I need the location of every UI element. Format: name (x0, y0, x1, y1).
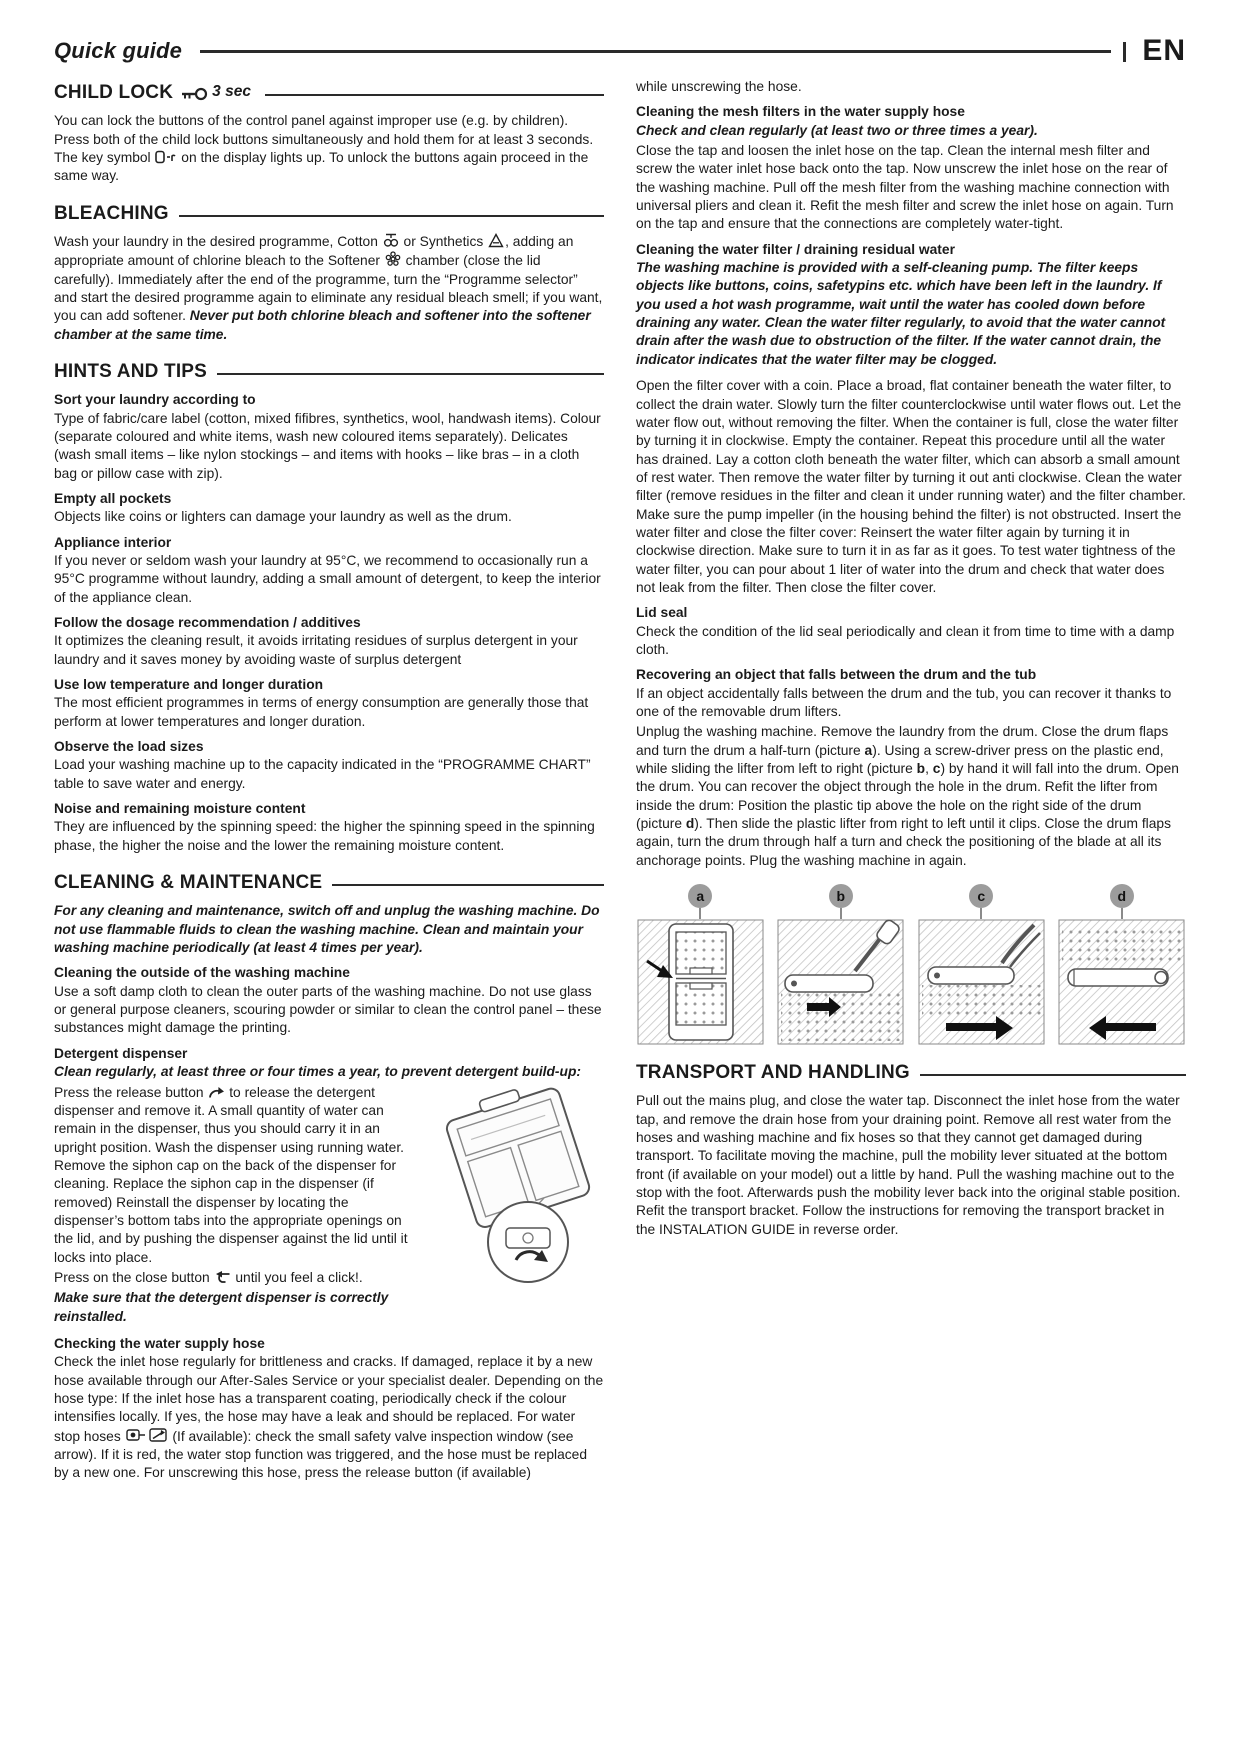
child-lock-paragraph (54, 112, 604, 185)
hint-item-sort (54, 391, 604, 483)
figure-letter: c (977, 887, 986, 904)
water-stop-hose-icon-2 (148, 1427, 168, 1443)
text-run: (If available): check the small safety valve inspection window (see arrow). If it is red, the water stop function was triggered, and the hose must be replaced by a new one. For unscrewing this hose, press the release button (if available) (54, 1428, 587, 1481)
picture-ref-a: a (864, 742, 873, 758)
bleaching-paragraph (54, 233, 604, 344)
text-run: Press the release button (54, 1084, 208, 1100)
figure-label-c (969, 884, 993, 908)
language-badge: EN (1142, 34, 1186, 67)
section-header-hints (54, 359, 604, 384)
figure-a-illustration (637, 919, 764, 1045)
header-rule (200, 50, 1111, 53)
section-title-bleaching: BLEACHING (54, 202, 169, 224)
hint-item-load-sizes (54, 738, 604, 793)
section-rule (217, 373, 604, 375)
detergent-dispenser-heading: Detergent dispenser (54, 1045, 188, 1061)
synthetics-programme-icon (488, 233, 504, 248)
page-header (54, 34, 1186, 68)
figure-b (777, 884, 906, 1045)
figure-label-a (688, 884, 712, 908)
key-display-icon (155, 150, 176, 164)
text-run: , adding an appropriate amount of chlorine bleach to the Softener (54, 233, 574, 269)
figure-d (1058, 884, 1187, 1045)
text-run: ). Using a screw-driver press on the plastic end, while sliding the lifter from left to right (picture (636, 742, 1164, 777)
hint-heading: Observe the load sizes (54, 739, 204, 755)
hint-heading: Appliance interior (54, 534, 172, 550)
text-run: ). Then slide the plastic lifter from right to left until it clips. Close the drum flaps again, turn the drum through half a turn and check the positioning of the blade at all its anchorage points. Plug the washing machine in again. (636, 816, 1171, 868)
detergent-dispenser-illustration (432, 1086, 604, 1286)
text-run: Unplug the washing machine. Remove the laundry from the drum. Close the drum flaps and turn the drum a half-turn (picture (636, 724, 1169, 758)
lid-seal-body: Check the condition of the lid seal periodically and clean it from time to time with a damp cloth. (636, 623, 1175, 657)
transport-body: Pull out the mains plug, and close the water tap. Disconnect the inlet hose from the water tap, and remove the drain hose from your draining point. Remove all rest water from the hoses and washing machine and fix hoses so that they cannot get damaged during transport. To facilitate moving the machine, pull the mobility lever situated at the bottom front (if available on your model) out a little by hand. Pull the washing machine out to the stop with the foot. Afterwards push the mobility lever back into the original stable position. Refit the transport bracket. Follow the instructions for removing the transport bracket in the INSTALATION GUIDE in reverse order. (636, 1093, 1181, 1237)
section-title-cleaning: CLEANING & MAINTENANCE (54, 872, 323, 894)
text-run: chamber (close the lid carefully). Immediately after the end of the programme, turn the “Programme selector” and start the desired programme again to eliminate any residual bleach smell; if you want, you can add softener. (54, 253, 603, 324)
section-title-child-lock: CHILD LOCK (54, 82, 174, 103)
text-run: , (925, 761, 933, 777)
figure-c (917, 884, 1046, 1045)
water-filter-heading: Cleaning the water filter / draining residual water (636, 241, 955, 257)
hint-body: It optimizes the cleaning result, it avoids irritating residues of surplus detergent in your laundry and it saves money by avoiding waste of surplus detergent (54, 633, 578, 667)
cotton-programme-icon (383, 233, 399, 248)
figure-b-illustration (777, 919, 904, 1045)
hint-heading: Use low temperature and longer duration (54, 677, 324, 693)
hint-body: They are influenced by the spinning speed: the higher the spinning speed in the spinning phase, the higher the noise and the lower the remaining moisture content. (54, 819, 595, 853)
left-column (54, 78, 604, 1485)
hint-body: Objects like coins or lighters can damage your laundry as well as the drum. (54, 509, 512, 525)
hint-body: If you never or seldom wash your laundry at 95°C, we recommend to occasionally run a 95°C programme without laundry, adding a small amount of detergent, to keep the interior of the appliance clean. (54, 552, 601, 605)
hose-continuation: while unscrewing the hose. (636, 79, 802, 94)
page-title: Quick guide (54, 38, 183, 63)
text-run: or Synthetics (399, 233, 488, 249)
section-header-cleaning (54, 870, 604, 895)
figure-label-d (1110, 884, 1134, 908)
mesh-filters-body: Close the tap and loosen the inlet hose on the tap. Clean the internal mesh filter and screw the water inlet hose back onto the tap. Now unscrew the inlet hose on the rear of the washing machine. Pull off the mesh filter from the washing machine connection with universal pliers and clean it. Refit the mesh filter and screw the inlet hose on again. Turn on the tap and ensure that the connections are completely water-tight. (636, 143, 1174, 232)
right-column (636, 78, 1186, 1485)
mesh-filters-intro: Check and clean regularly (at least two or three times a year). (636, 122, 1038, 138)
figure-connector (980, 908, 982, 919)
hint-heading: Follow the dosage recommendation / additives (54, 615, 361, 631)
section-rule (179, 215, 604, 217)
key-icon (181, 87, 208, 101)
hint-item-noise (54, 800, 604, 855)
text-run: Press on the close button (54, 1269, 214, 1285)
hint-body: The most efficient programmes in terms of energy consumption are generally those that perform at lower temperatures and longer duration. (54, 695, 589, 729)
text-run: until you feel a click!. (231, 1269, 363, 1285)
detergent-dispenser-note: Make sure that the detergent dispenser is correctly reinstalled. (54, 1290, 389, 1324)
text-run: Check the inlet hose regularly for brittleness and cracks. If damaged, replace it by a new hose available through our After-Sales Service or your specialist dealer. Depending on the hose type: If the inlet hose has a transparent coating, periodically check if the colour intensifies locally. If yes, the hose may have a leak and should be replaced. For water stop hoses (54, 1354, 604, 1444)
section-header-bleaching (54, 201, 604, 226)
mesh-filters-heading: Cleaning the mesh filters in the water supply hose (636, 104, 965, 120)
text-run: ) by hand it will fall into the drum. Open the drum. You can recover the object through the hole in the drum. Refit the lifter from inside the drum: Position the plastic tip above the hole on the right side of the drum (picture (636, 761, 1179, 832)
recovering-object-p2 (636, 723, 1186, 870)
figure-connector (840, 908, 842, 919)
section-rule (265, 94, 604, 96)
release-button-icon (208, 1086, 224, 1099)
figure-c-illustration (918, 919, 1045, 1045)
two-column-layout (54, 78, 1186, 1485)
water-supply-hose-heading: Checking the water supply hose (54, 1335, 265, 1351)
hint-heading: Noise and remaining moisture content (54, 801, 306, 817)
detergent-dispenser-intro: Clean regularly, at least three or four times a year, to prevent detergent build-up: (54, 1064, 581, 1080)
lid-seal-heading: Lid seal (636, 605, 688, 621)
water-supply-hose-body (54, 1353, 604, 1482)
figure-a (636, 884, 765, 1045)
close-button-icon (215, 1271, 231, 1284)
picture-ref-b: b (916, 761, 926, 777)
drum-lifter-figures (636, 884, 1186, 1045)
text-run: Wash your laundry in the desired programme, Cotton (54, 233, 382, 249)
section-title-hints: HINTS AND TIPS (54, 360, 208, 382)
section-title-transport: TRANSPORT AND HANDLING (636, 1062, 910, 1084)
hint-item-pockets (54, 490, 604, 527)
figure-connector (1121, 908, 1123, 919)
cleaning-outside-heading: Cleaning the outside of the washing machine (54, 965, 350, 981)
water-filter-intro: The washing machine is provided with a self-cleaning pump. The filter keeps objects like buttons, coins, safetypins etc. which have been left in the laundry. If you used a hot wash programme, wait until the water has cooled down before draining any water. Clean the water filter regularly, to avoid that the water cannot drain after the wash due to obstruction of the filter. If the water cannot drain, the indicator indicates that the water filter may be clogged. (636, 260, 1166, 367)
recovering-object-heading: Recovering an object that falls between the drum and the tub (636, 667, 1037, 683)
water-stop-hose-icon-1 (126, 1427, 146, 1443)
figure-letter: a (696, 887, 705, 904)
text-run: on the display lights up. To unlock the buttons again proceed in the same way. (54, 149, 589, 184)
section-header-child-lock (54, 80, 604, 105)
cleaning-intro: For any cleaning and maintenance, switch off and unplug the washing machine. Do not use flammable fluids to clean the washing machine. Clean and maintain your washing machine periodically (at least 4 times per year). (54, 903, 600, 956)
picture-ref-c: c (932, 761, 941, 777)
cleaning-outside-body: Use a soft damp cloth to clean the outer parts of the washing machine. Do not use glass or general purpose cleaners, scouring powder or similar to clean the control panel – these substances might damage the printing. (54, 983, 602, 1036)
figure-d-illustration (1058, 919, 1185, 1045)
header-tick (1123, 42, 1126, 62)
figure-connector (699, 908, 701, 919)
hint-heading: Sort your laundry according to (54, 392, 256, 408)
water-filter-body: Open the filter cover with a coin. Place a broad, flat container beneath the water filter, to collect the drain water. Slowly turn the filter counterclockwise until water flows out. Let the water flow out, without removing the filter. When the container is full, close the water filter by turning it in clockwise. Empty the container. Repeat this procedure until all the water has drained. Lay a cotton cloth beneath the water filter, which can absorb a small amount of rest water. Then remove the water filter by turning it out anti clockwise. Clean the water filter (remove residues in the filter and clean it under running water) and the filter chamber. Make sure the pump impeller (in the housing behind the filter) is not obstructed. Insert the water filter and close the filter cover: Reinsert the water filter again by turning it in clockwise direction. Make sure to turn it in as far as it goes. To test water tightness of the water filter, you can pour about 1 liter of water into the drum and check that water does not leak from the filter. Then close the filter cover. (636, 378, 1186, 595)
softener-icon (385, 251, 401, 267)
hint-heading: Empty all pockets (54, 490, 172, 506)
hint-body: Load your washing machine up to the capacity indicated in the “PROGRAMME CHART” table to save water and energy. (54, 757, 591, 791)
picture-ref-d: d (685, 816, 695, 832)
bleaching-warning: Never put both chlorine bleach and softener into the softener chamber at the same time. (54, 308, 591, 342)
text-run: You can lock the buttons of the control panel against improper use (e.g. by children). Press both of the child lock buttons simultaneously and hold them for at least 3 seconds. The key symbol (54, 113, 594, 165)
figure-letter: d (1117, 887, 1127, 904)
figure-label-b (829, 884, 853, 908)
section-header-transport (636, 1060, 1186, 1085)
recovering-object-p1: If an object accidentally falls between the drum and the tub, you can recover it thanks to one of the removable drum lifters. (636, 685, 1172, 719)
text-run: to release the detergent dispenser and remove it. A small quantity of water can remain in the dispenser, thus you should carry it in an upright position. Wash the dispenser using running water. Remove the siphon cap on the back of the dispenser for cleaning. Replace the siphon cap in the dispenser (if removed) Reinstall the dispenser by locating the dispenser’s bottom tabs into the appropriate openings on the lid, and by pushing the dispenser against the lid until it locks into place. (54, 1084, 408, 1265)
hint-body: Type of fabric/care label (cotton, mixed fifibres, synthetics, wool, handwash items). Colour (separate coloured and white items, wash new coloured items separately). Delicates (wash small items – like nylon stockings – and items with hooks – like bras – in a cloth bag or pillow case with zip). (54, 410, 601, 481)
hint-item-temperature (54, 676, 604, 731)
section-rule (920, 1074, 1186, 1076)
detergent-dispenser-block (54, 1084, 604, 1328)
figure-letter: b (836, 887, 846, 904)
hint-item-dosage (54, 614, 604, 669)
hint-item-interior (54, 534, 604, 607)
section-rule (332, 884, 604, 886)
child-lock-duration: 3 sec (212, 83, 251, 101)
